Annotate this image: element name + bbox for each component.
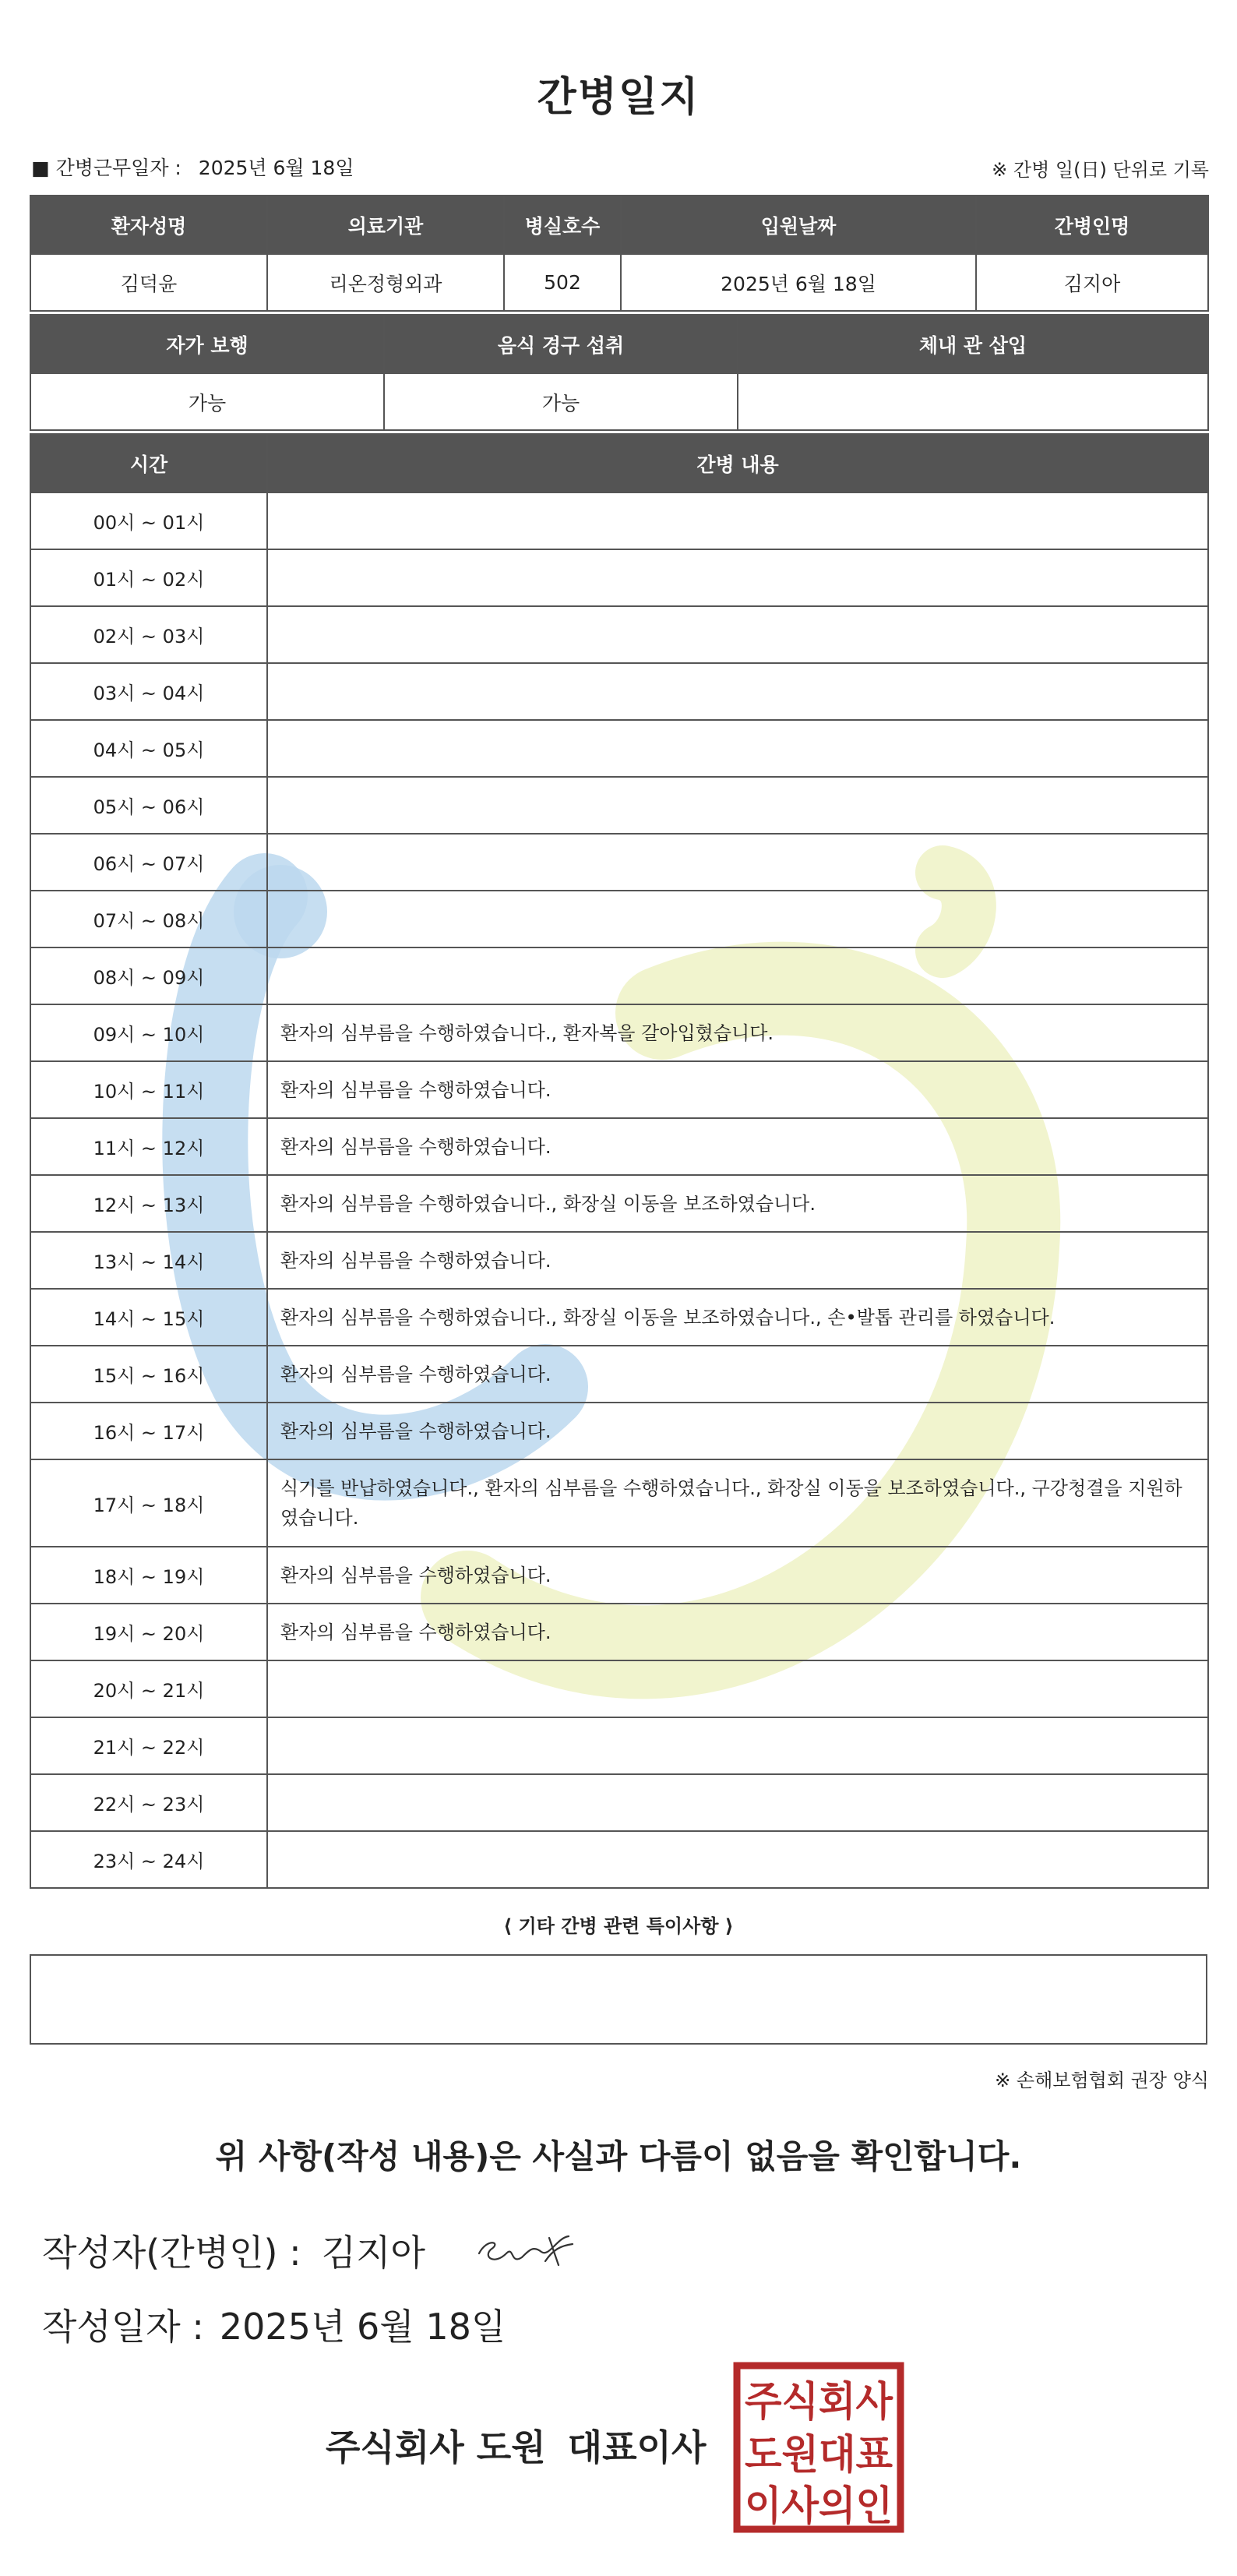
care-content-cell [267, 1660, 1208, 1717]
care-log-row [30, 1547, 1208, 1604]
care-time-cell: 23시 ~ 24시 [30, 1831, 267, 1888]
care-log-row [30, 777, 1208, 834]
work-date-label: ■ 간병근무일자 : [31, 157, 181, 179]
care-log-row [30, 1232, 1208, 1289]
remarks-box [30, 1954, 1207, 2045]
care-log-header-row [30, 434, 1208, 492]
care-time-cell: 15시 ~ 16시 [30, 1346, 267, 1403]
oral-intake-value: 가능 [384, 373, 738, 430]
header-self-walking: 자가 보행 [30, 315, 384, 373]
header-time: 시간 [30, 434, 267, 492]
care-log-table [30, 433, 1209, 1889]
care-log-row [30, 1831, 1208, 1888]
care-log-body [30, 492, 1208, 1888]
header-oral-intake: 음식 경구 섭취 [384, 315, 738, 373]
care-log-row [30, 891, 1208, 947]
seal-line-2: 도원대표 [745, 2432, 893, 2479]
ability-header-row [30, 315, 1208, 373]
care-log-row [30, 606, 1208, 663]
ability-value-row [30, 373, 1208, 430]
room-number: 502 [504, 254, 621, 311]
header-patient-name: 환자성명 [30, 196, 267, 254]
care-content-cell: 식기를 반납하였습니다., 환자의 심부름을 수행하였습니다., 화장실 이동을 보조하였습니다., 구강청결을 지원하였습니다. [267, 1459, 1208, 1547]
care-content-cell [267, 1774, 1208, 1831]
care-time-cell: 20시 ~ 21시 [30, 1660, 267, 1717]
care-time-cell: 21시 ~ 22시 [30, 1717, 267, 1774]
care-time-cell: 17시 ~ 18시 [30, 1459, 267, 1547]
care-content-cell [267, 777, 1208, 834]
written-date-label: 작성일자 : [42, 2306, 204, 2348]
tube-insertion-value [738, 373, 1208, 430]
writer-name: 김지아 [321, 2232, 425, 2274]
care-log-row [30, 1346, 1208, 1403]
patient-name: 김덕윤 [30, 254, 267, 311]
header-admission-date: 입원날짜 [621, 196, 976, 254]
care-time-cell: 01시 ~ 02시 [30, 549, 267, 606]
care-content-cell [267, 606, 1208, 663]
care-content-cell: 환자의 심부름을 수행하였습니다. [267, 1547, 1208, 1604]
patient-header-row [30, 196, 1208, 254]
care-log-row [30, 834, 1208, 891]
care-content-cell [267, 891, 1208, 947]
care-time-cell: 10시 ~ 11시 [30, 1061, 267, 1118]
document-title: 간병일지 [537, 74, 700, 121]
care-log-row [30, 1604, 1208, 1660]
care-time-cell: 19시 ~ 20시 [30, 1604, 267, 1660]
care-log-row [30, 1289, 1208, 1346]
patient-info-table [30, 195, 1209, 312]
care-content-cell: 환자의 심부름을 수행하였습니다. [267, 1403, 1208, 1459]
care-content-cell [267, 549, 1208, 606]
patient-value-row [30, 254, 1208, 311]
writer-label: 작성자(간병인) : [42, 2232, 301, 2274]
care-time-cell: 02시 ~ 03시 [30, 606, 267, 663]
company-name: 주식회사 도원 [326, 2426, 546, 2468]
company-seal [732, 2361, 905, 2534]
written-date-line [42, 2299, 506, 2350]
care-content-cell: 환자의 심부름을 수행하였습니다. [267, 1232, 1208, 1289]
care-time-cell: 00시 ~ 01시 [30, 492, 267, 549]
care-content-cell: 환자의 심부름을 수행하였습니다., 화장실 이동을 보조하였습니다. [267, 1175, 1208, 1232]
work-date-value: 2025년 6월 18일 [198, 157, 354, 179]
patient-ability-table [30, 314, 1209, 431]
company-line [326, 2419, 706, 2471]
care-time-cell: 16시 ~ 17시 [30, 1403, 267, 1459]
care-log-row [30, 663, 1208, 720]
association-note: ※ 손해보험협회 권장 양식 [995, 2070, 1209, 2091]
care-content-cell: 환자의 심부름을 수행하였습니다., 화장실 이동을 보조하였습니다., 손•발톱 관리를 하였습니다. [267, 1289, 1208, 1346]
care-log-row [30, 1774, 1208, 1831]
care-content-cell [267, 1831, 1208, 1888]
care-time-cell: 12시 ~ 13시 [30, 1175, 267, 1232]
header-tube-insertion: 체내 관 삽입 [738, 315, 1208, 373]
care-log-row [30, 492, 1208, 549]
confirmation-statement: 위 사항(작성 내용)은 사실과 다름이 없음을 확인합니다. [215, 2137, 1022, 2175]
care-log-row [30, 1118, 1208, 1175]
signature-image [471, 2222, 580, 2277]
care-time-cell: 08시 ~ 09시 [30, 947, 267, 1004]
care-time-cell: 11시 ~ 12시 [30, 1118, 267, 1175]
written-date-value: 2025년 6월 18일 [219, 2306, 506, 2348]
care-log-row [30, 1717, 1208, 1774]
seal-line-3: 이사의인 [745, 2483, 893, 2530]
unit-note: ※ 간병 일(日) 단위로 기록 [992, 159, 1209, 181]
care-time-cell: 09시 ~ 10시 [30, 1004, 267, 1061]
writer-line [42, 2225, 425, 2276]
care-log-row [30, 720, 1208, 777]
self-walking-value: 가능 [30, 373, 384, 430]
care-log-row [30, 1004, 1208, 1061]
care-content-cell [267, 834, 1208, 891]
care-time-cell: 06시 ~ 07시 [30, 834, 267, 891]
remarks-title: ⟨ 기타 간병 관련 특이사항 ⟩ [503, 1915, 734, 1937]
header-room: 병실호수 [504, 196, 621, 254]
seal-line-1: 주식회사 [745, 2379, 893, 2426]
care-log-row [30, 1403, 1208, 1459]
admission-date: 2025년 6월 18일 [621, 254, 976, 311]
care-log-row [30, 1175, 1208, 1232]
care-log-row [30, 947, 1208, 1004]
care-content-cell [267, 947, 1208, 1004]
care-log-row [30, 1660, 1208, 1717]
care-time-cell: 18시 ~ 19시 [30, 1547, 267, 1604]
care-time-cell: 14시 ~ 15시 [30, 1289, 267, 1346]
header-care-content: 간병 내용 [267, 434, 1208, 492]
care-content-cell: 환자의 심부름을 수행하였습니다., 환자복을 갈아입혔습니다. [267, 1004, 1208, 1061]
ceo-title: 대표이사 [567, 2426, 707, 2468]
care-time-cell: 03시 ~ 04시 [30, 663, 267, 720]
care-content-cell [267, 492, 1208, 549]
care-time-cell: 04시 ~ 05시 [30, 720, 267, 777]
work-date [31, 153, 354, 181]
care-log-row [30, 549, 1208, 606]
care-content-cell [267, 720, 1208, 777]
care-time-cell: 13시 ~ 14시 [30, 1232, 267, 1289]
care-time-cell: 05시 ~ 06시 [30, 777, 267, 834]
header-caregiver: 간병인명 [976, 196, 1208, 254]
care-time-cell: 22시 ~ 23시 [30, 1774, 267, 1831]
care-content-cell: 환자의 심부름을 수행하였습니다. [267, 1061, 1208, 1118]
care-log-row [30, 1459, 1208, 1547]
care-log-row [30, 1061, 1208, 1118]
care-content-cell: 환자의 심부름을 수행하였습니다. [267, 1604, 1208, 1660]
header-hospital: 의료기관 [267, 196, 504, 254]
care-content-cell [267, 663, 1208, 720]
care-content-cell: 환자의 심부름을 수행하였습니다. [267, 1118, 1208, 1175]
hospital-name: 리온정형외과 [267, 254, 504, 311]
care-content-cell [267, 1717, 1208, 1774]
care-time-cell: 07시 ~ 08시 [30, 891, 267, 947]
caregiver-name: 김지아 [976, 254, 1208, 311]
care-content-cell: 환자의 심부름을 수행하였습니다. [267, 1346, 1208, 1403]
